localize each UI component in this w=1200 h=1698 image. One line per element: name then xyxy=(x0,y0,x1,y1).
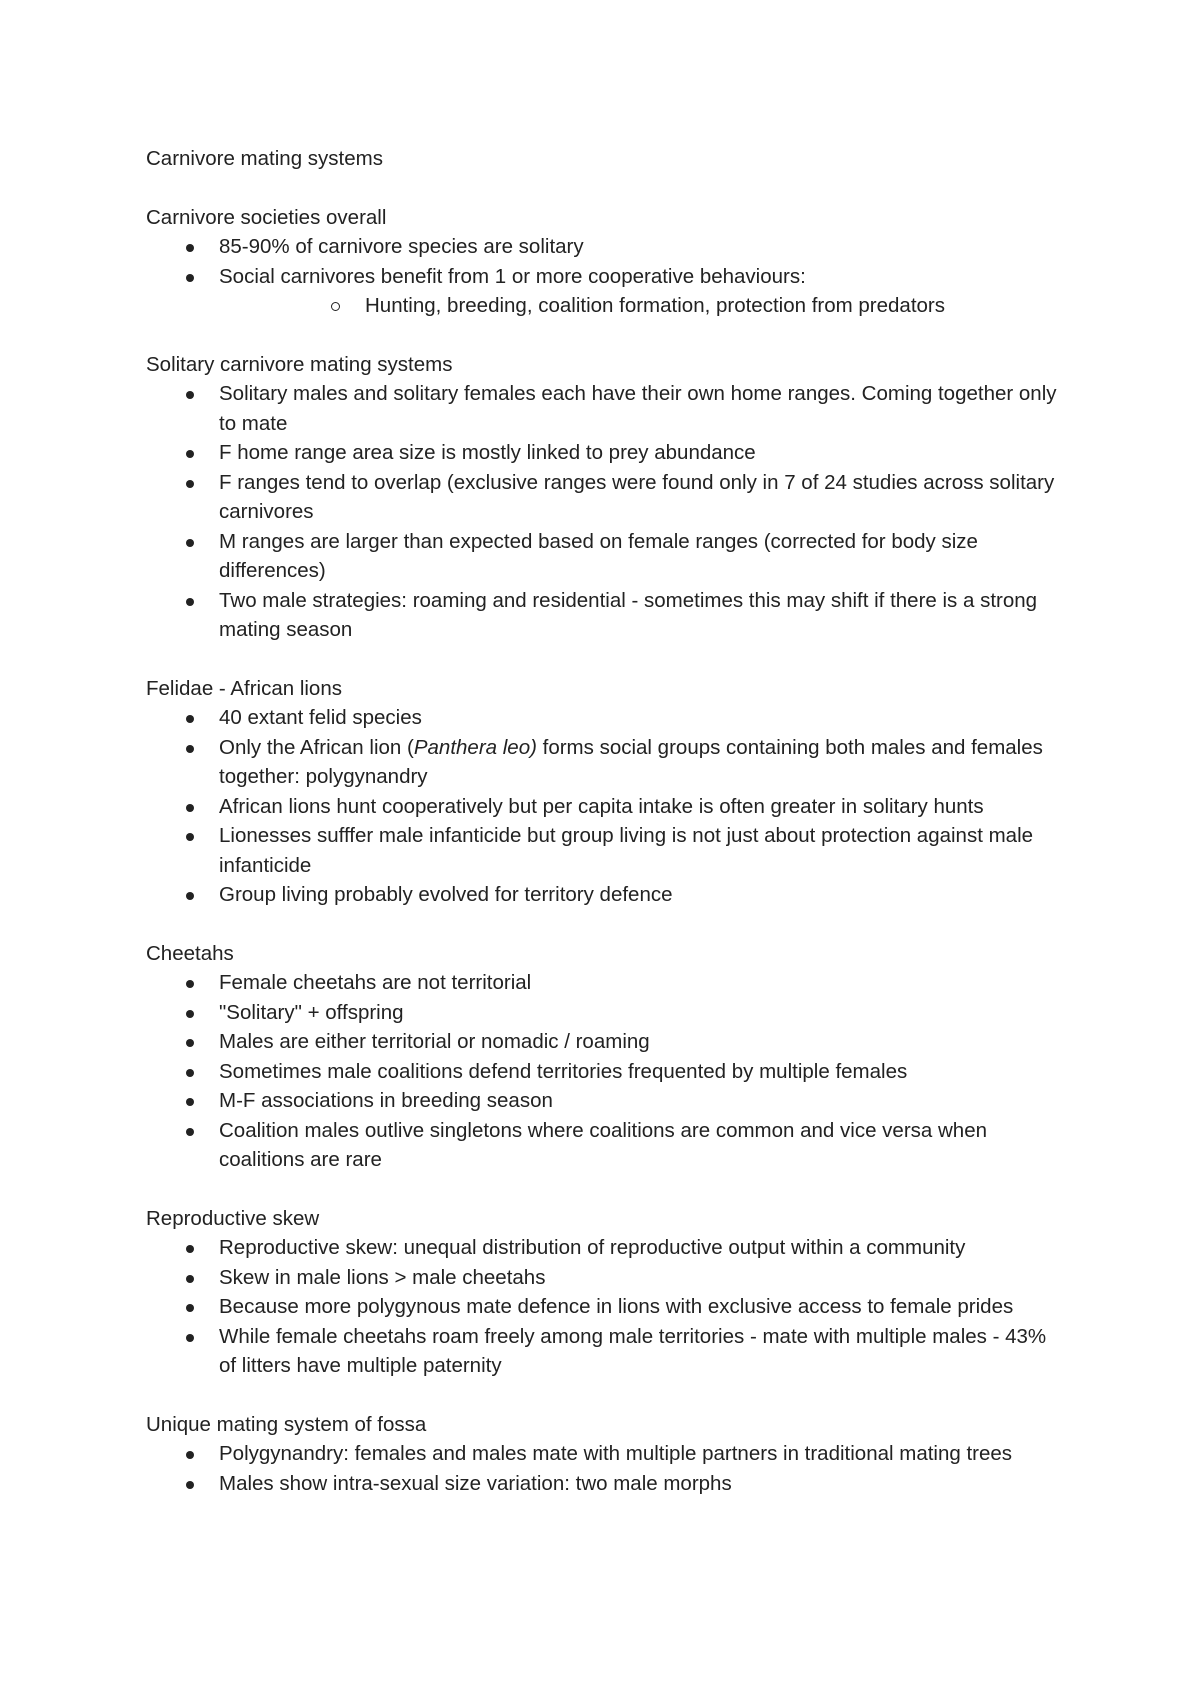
bullet-item: F ranges tend to overlap (exclusive ranges were found only in 7 of 24 studies across solitary carnivores xyxy=(146,468,1066,527)
bullet-item: "Solitary" + offspring xyxy=(146,998,1066,1028)
bullet-list xyxy=(146,232,1066,321)
bullet-item: Sometimes male coalitions defend territories frequented by multiple females xyxy=(146,1057,1066,1087)
bullet-item: Lionesses sufffer male infanticide but group living is not just about protection against male infanticide xyxy=(146,821,1066,880)
section-felidae-african-lions xyxy=(146,674,1066,910)
bullet-item: M-F associations in breeding season xyxy=(146,1086,1066,1116)
bullet-item: Polygynandry: females and males mate with multiple partners in traditional mating trees xyxy=(146,1439,1066,1469)
bullet-list xyxy=(146,1233,1066,1381)
species-name-italic: Panthera leo) xyxy=(413,735,537,759)
section-heading: Solitary carnivore mating systems xyxy=(146,352,453,376)
bullet-item xyxy=(146,733,1066,792)
section-carnivore-societies xyxy=(146,203,1066,321)
bullet-item: Skew in male lions > male cheetahs xyxy=(146,1263,1066,1293)
bullet-item: Males are either territorial or nomadic / roaming xyxy=(146,1027,1066,1057)
bullet-item: Because more polygynous mate defence in lions with exclusive access to female prides xyxy=(146,1292,1066,1322)
bullet-item: Reproductive skew: unequal distribution of reproductive output within a community xyxy=(146,1233,1066,1263)
bullet-item: Males show intra-sexual size variation: two male morphs xyxy=(146,1469,1066,1499)
bullet-item: Group living probably evolved for territory defence xyxy=(146,880,1066,910)
bullet-list xyxy=(146,379,1066,645)
bullet-list xyxy=(146,968,1066,1175)
bullet-item: Female cheetahs are not territorial xyxy=(146,968,1066,998)
section-heading: Unique mating system of fossa xyxy=(146,1412,427,1436)
sub-bullet-item: Hunting, breeding, coalition formation, protection from predators xyxy=(219,291,1066,321)
bullet-item: While female cheetahs roam freely among male territories - mate with multiple males - 43% of litters have multiple paternity xyxy=(146,1322,1066,1381)
bullet-item: 85-90% of carnivore species are solitary xyxy=(146,232,1066,262)
bullet-item: Two male strategies: roaming and residential - sometimes this may shift if there is a strong mating season xyxy=(146,586,1066,645)
bullet-text: Social carnivores benefit from 1 or more cooperative behaviours: xyxy=(219,264,806,288)
sub-bullet-list xyxy=(219,291,1066,321)
section-fossa-mating xyxy=(146,1410,1066,1499)
bullet-list xyxy=(146,1439,1066,1498)
bullet-item xyxy=(146,262,1066,321)
bullet-item: Coalition males outlive singletons where coalitions are common and vice versa when coalitions are rare xyxy=(146,1116,1066,1175)
bullet-text-before: Only the African lion ( xyxy=(219,735,414,759)
bullet-list xyxy=(146,703,1066,910)
section-heading: Felidae - African lions xyxy=(146,676,342,700)
bullet-item: African lions hunt cooperatively but per capita intake is often greater in solitary hunts xyxy=(146,792,1066,822)
section-heading: Carnivore societies overall xyxy=(146,205,387,229)
bullet-item: 40 extant felid species xyxy=(146,703,1066,733)
document-title: Carnivore mating systems xyxy=(146,147,383,170)
bullet-item: F home range area size is mostly linked to prey abundance xyxy=(146,438,1066,468)
bullet-item: M ranges are larger than expected based on female ranges (corrected for body size differences) xyxy=(146,527,1066,586)
bullet-item: Solitary males and solitary females each have their own home ranges. Coming together only to mate xyxy=(146,379,1066,438)
section-reproductive-skew xyxy=(146,1204,1066,1381)
section-heading: Cheetahs xyxy=(146,941,234,965)
document-page xyxy=(146,144,1066,1527)
section-heading: Reproductive skew xyxy=(146,1206,320,1230)
section-solitary-carnivore-mating xyxy=(146,350,1066,645)
bullet-text-after: forms social groups containing both males and females together: polygynandry xyxy=(219,735,1043,788)
section-cheetahs xyxy=(146,939,1066,1175)
